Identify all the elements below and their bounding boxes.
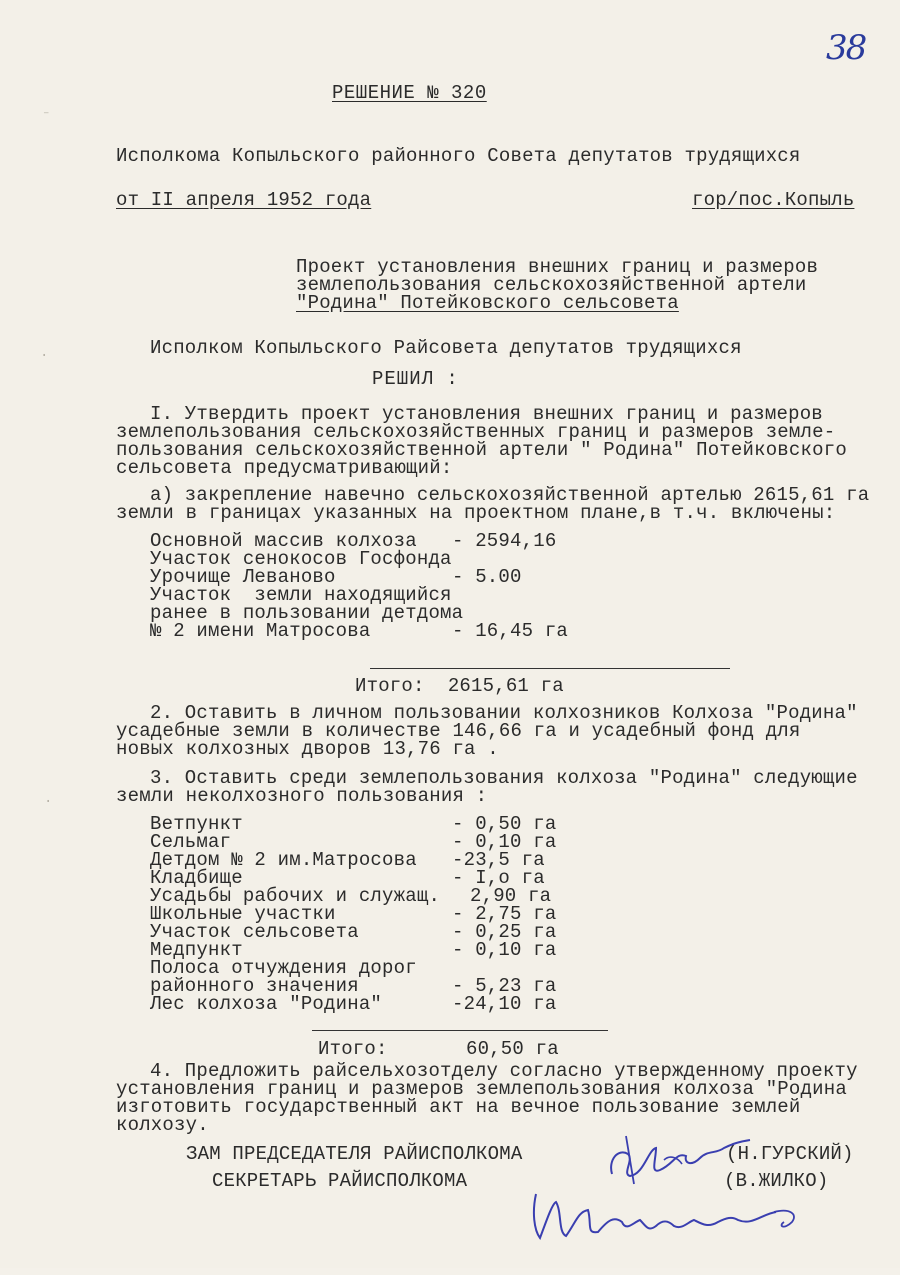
issuer-line: Исполкома Копыльского районного Совета депутатов трудящихся [116,145,801,167]
subject-line-3: "Родина" Потейковского сельсовета [296,292,679,314]
list-item-label: Сельмаг [150,831,232,853]
item1-line-4: сельсовета предусматривающий: [116,457,453,479]
decision-place: гор/пос.Копыль [692,189,855,211]
item1-line-3: пользования сельскохозяйственной артели " Родина" Потейковского [116,439,847,461]
document-title: РЕШЕНИЕ № 320 [332,82,487,104]
item1-line-2: землепользования сельскохозяйственных границ и размеров земле- [116,421,836,443]
land-row-label: Участок земли находящийся [150,584,452,606]
land-row-label: ранее в пользовании детдома [150,602,464,624]
item4-line-2: установления границ и размеров землепользования колхоза "Родина [116,1078,847,1100]
item3-line-1: 3. Оставить среди землепользования колхоза "Родина" следующие [150,767,858,789]
list-item-label: Детдом № 2 им.Матросова [150,849,417,871]
land-row-value: - 2594,16 [452,530,557,552]
secretary-name: (В.ЖИЛКО) [724,1170,829,1192]
item3-line-2: земли неколхозного пользования : [116,785,488,807]
list-item-value: - 5,23 га [452,975,557,997]
secretary-signature [484,1164,812,1275]
item3-total-label: Итого: [318,1038,388,1060]
list-item-label: Кладбище [150,867,243,889]
item1-sub-a-line-2: земли в границах указанных на проектном плане,в т.ч. включены: [116,502,836,524]
list-item-value: - 0,10 га [452,939,557,961]
item2-line-1: 2. Оставить в личном пользовании колхозников Колхоза "Родина" [150,702,858,724]
item1-sub-a-line-1: а) закрепление навечно сельскохозяйственной артелью 2615,61 га [150,484,870,506]
page-number-handwritten: 38 [826,28,866,68]
total-divider [312,1030,608,1031]
list-item-label: районного значения [150,975,359,997]
list-item-label: Полоса отчуждения дорог [150,957,417,979]
margin-mark: ⁻ [42,109,51,125]
land-row-value: - 16,45 га [452,620,569,642]
list-item-label: Медпункт [150,939,243,961]
item2-line-2: усадебные земли в количестве 146,66 га и усадебный фонд для [116,720,801,742]
list-item-label: Школьные участки [150,903,336,925]
subject-line-1: Проект установления внешних границ и размеров [296,256,819,278]
land-row-value: - 5.00 [452,566,522,588]
list-item-value: - 0,25 га [452,921,557,943]
list-item-label: Лес колхоза "Родина" [150,993,383,1015]
land-row-label: Урочище Леваново [150,566,336,588]
preamble-line: Исполком Копыльского Райсовета депутатов трудящихся [150,337,742,359]
margin-mark: · [44,794,53,810]
list-item-value: -24,10 га [452,993,557,1015]
list-item-value: -23,5 га [452,849,545,871]
decision-date: от II апреля 1952 года [116,189,372,211]
list-item-label: Ветпункт [150,813,243,835]
list-item-value: - 0,10 га [452,831,557,853]
item2-line-3: новых колхозных дворов 13,76 га . [116,738,499,760]
land-row-label: № 2 имени Матросова [150,620,371,642]
secretary-title: СЕКРЕТАРЬ РАЙИСПОЛКОМА [212,1170,468,1192]
deputy-chairman-title: ЗАМ ПРЕДСЕДАТЕЛЯ РАЙИСПОЛКОМА [186,1143,523,1165]
list-item-value: - 2,75 га [452,903,557,925]
list-item-value: - 0,50 га [452,813,557,835]
list-item-value: - I,о га [452,867,545,889]
item3-total-value: 60,50 га [466,1038,559,1060]
land-row-label: Основной массив колхоза [150,530,417,552]
item4-line-3: изготовить государственный акт на вечное пользование землей [116,1096,801,1118]
item1-total: Итого: 2615,61 га [355,675,564,697]
list-item-value: 2,90 га [470,885,552,907]
subject-line-2: землепользования сельскохозяйственной артели [296,274,807,296]
item4-line-1: 4. Предложить райсельхозотделу согласно утвержденному проекту [150,1060,858,1082]
total-divider [370,668,730,669]
land-row-label: Участок сенокосов Госфонда [150,548,452,570]
list-item-label: Усадьбы рабочих и служащ. [150,885,441,907]
item1-line-1: I. Утвердить проект установления внешних границ и размеров [150,403,823,425]
margin-mark: · [40,348,49,364]
list-item-label: Участок сельсовета [150,921,359,943]
item4-line-4: колхозу. [116,1114,209,1136]
deputy-chairman-name: (Н.ГУРСКИЙ) [726,1143,854,1165]
decided-heading: РЕШИЛ : [372,368,459,390]
